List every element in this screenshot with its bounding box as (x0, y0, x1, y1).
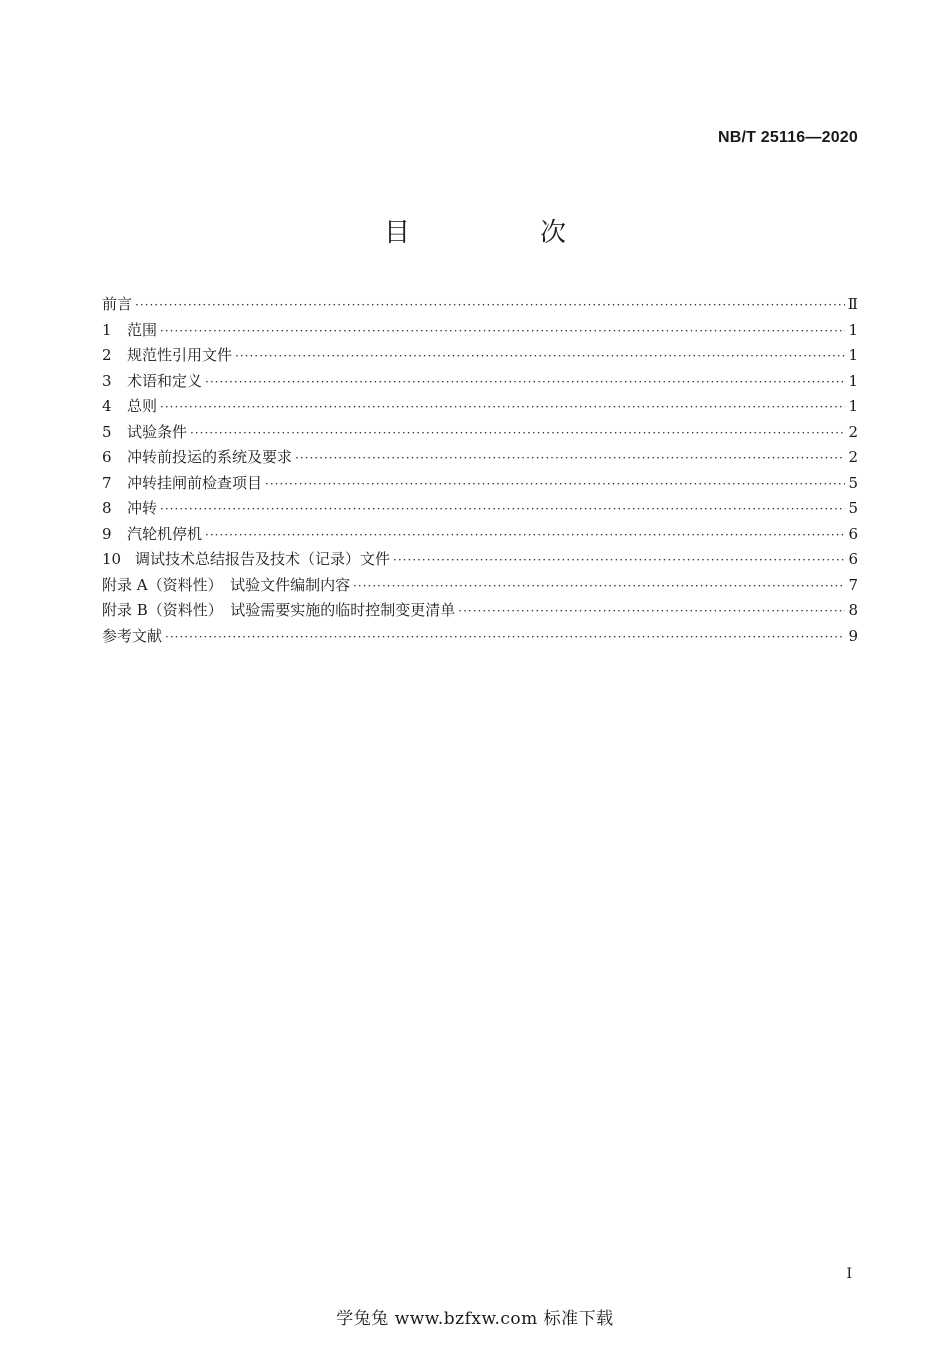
toc-entry-title: 规范性引用文件 (127, 346, 233, 364)
toc-entry-label (102, 522, 202, 548)
toc-entry-page: 5 (848, 499, 858, 517)
toc-dot-leader (353, 574, 845, 600)
toc-entry-number: 7 (102, 473, 112, 492)
toc-entry-title: 试验条件 (127, 422, 188, 441)
toc-entry-label (102, 369, 202, 395)
toc-entry-label: 前言 (102, 295, 133, 313)
toc-entry-3[interactable] (102, 369, 858, 395)
toc-entry-title: 术语和定义 (127, 371, 203, 390)
toc-dot-leader (190, 421, 845, 447)
toc-dot-leader (135, 293, 845, 319)
toc-dot-leader (160, 497, 845, 523)
toc-entry-page: 1 (848, 371, 858, 390)
toc-entry-page: 1 (848, 320, 858, 339)
toc-entry-appendix-a[interactable] (102, 573, 858, 599)
toc-entry-10[interactable] (102, 547, 858, 573)
toc-entry-2[interactable] (102, 343, 858, 369)
toc-entry-number: 5 (102, 422, 112, 441)
toc-dot-leader (205, 370, 845, 396)
standard-code: NB/T 25116—2020 (718, 129, 858, 146)
toc-entry-label (102, 394, 157, 420)
toc-title: 目 次 (383, 218, 618, 248)
toc-entry-5[interactable] (102, 420, 858, 446)
toc-entry-page: 1 (848, 397, 858, 415)
toc-dot-leader (265, 472, 845, 498)
toc-entry-label: 附录 A（资料性） 试验文件编制内容 (102, 575, 351, 594)
toc-entry-page: 6 (848, 524, 858, 543)
toc-entry-title: 总则 (127, 397, 158, 415)
toc-entry-page: 9 (848, 626, 858, 645)
toc-entry-9[interactable] (102, 522, 858, 548)
toc-entry-appendix-b[interactable] (102, 598, 858, 624)
toc-dot-leader (393, 548, 845, 574)
toc-entry-page: 2 (848, 448, 858, 466)
toc-entry-label (102, 471, 262, 497)
toc-entry-number: 4 (102, 397, 112, 415)
toc-dot-leader (160, 319, 845, 345)
table-of-contents (102, 292, 858, 649)
toc-entry-number: 10 (102, 550, 122, 568)
toc-entry-page: 6 (848, 550, 858, 568)
toc-entry-number: 8 (102, 499, 112, 517)
toc-entry-1[interactable] (102, 318, 858, 344)
toc-entry-page: Ⅱ (847, 295, 858, 313)
toc-entry-references[interactable] (102, 624, 858, 650)
toc-entry-label: 参考文献 (102, 626, 163, 645)
toc-dot-leader (235, 344, 845, 370)
toc-entry-title: 汽轮机停机 (127, 524, 203, 543)
toc-entry-label (102, 445, 292, 471)
toc-entry-title: 范围 (127, 320, 158, 339)
toc-entry-title: 冲转挂闸前检查项目 (127, 473, 263, 492)
toc-entry-title: 冲转前投运的系统及要求 (127, 448, 293, 466)
toc-dot-leader (205, 523, 845, 549)
toc-entry-page: 1 (848, 346, 858, 364)
toc-entry-7[interactable] (102, 471, 858, 497)
toc-entry-number: 6 (102, 448, 112, 466)
toc-entry-number: 1 (102, 320, 112, 339)
toc-entry-label (102, 496, 157, 522)
toc-entry-number: 2 (102, 346, 112, 364)
toc-entry-4[interactable] (102, 394, 858, 420)
toc-entry-page: 7 (848, 575, 858, 594)
toc-entry-page: 2 (848, 422, 858, 441)
toc-dot-leader (458, 599, 845, 625)
toc-dot-leader (295, 446, 845, 472)
toc-entry-label (102, 343, 232, 369)
toc-entry-6[interactable] (102, 445, 858, 471)
toc-entry-title: 调试技术总结报告及技术（记录）文件 (135, 550, 391, 568)
toc-entry-number: 3 (102, 371, 112, 390)
toc-entry-label (102, 547, 390, 573)
page-number: I (846, 1266, 852, 1282)
toc-entry-preface[interactable] (102, 292, 858, 318)
toc-entry-title: 冲转 (127, 499, 158, 517)
toc-entry-number: 9 (102, 524, 112, 543)
toc-entry-page: 8 (848, 601, 858, 619)
footer-watermark: 学兔兔 www.bzfxw.com 标准下载 (336, 1309, 614, 1329)
toc-entry-8[interactable] (102, 496, 858, 522)
toc-dot-leader (160, 395, 845, 421)
toc-entry-label: 附录 B（资料性） 试验需要实施的临时控制变更清单 (102, 601, 456, 619)
toc-entry-page: 5 (848, 473, 858, 492)
toc-dot-leader (165, 625, 845, 651)
toc-entry-label (102, 420, 187, 446)
toc-entry-label (102, 318, 157, 344)
